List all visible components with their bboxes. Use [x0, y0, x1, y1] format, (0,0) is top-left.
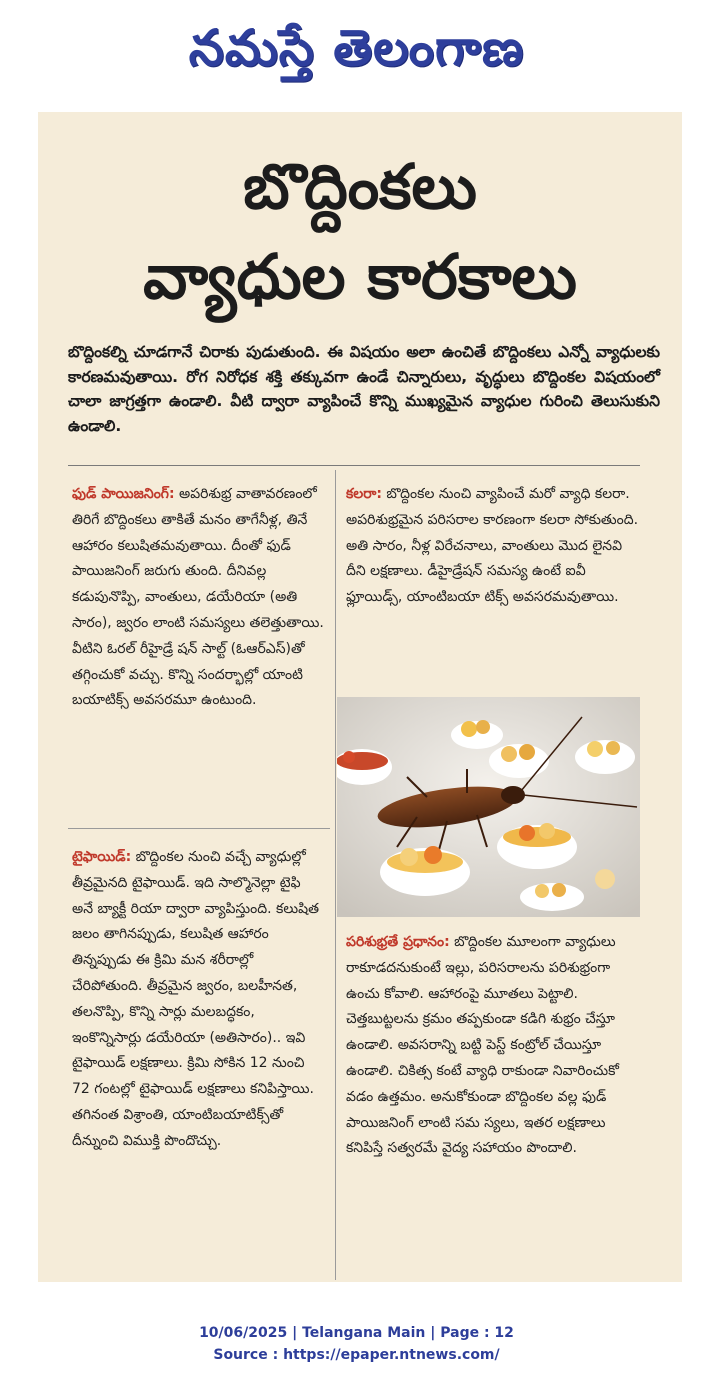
divider-left-column — [68, 828, 330, 829]
section-body: బొద్దింకల నుంచి వచ్చే వ్యాధుల్లో తీవ్రమైనది టైఫాయిడ్. ఇది సాల్మొనెల్లా టైఫి అనే బ్యాక్టీ రియా ద్వారా వ్యాపిస్తుంది. కలుషిత జలం తాగినప్పుడు, కలుషిత ఆహారం తిన్నప్పుడు ఈ క్రిమి మన శరీరాల్లో చేరిపోతుంది. తీవ్రమైన జ్వరం, బలహీనత, తలనొప్పి, కొన్ని సార్లు మలబద్ధకం, ఇంకొన్నిసార్లు డయేరియా (అతిసారం).. ఇవి టైఫాయిడ్ లక్షణాలు. క్రిమి సోకిన 12 నుంచి 72 గంటల్లో టైఫాయిడ్ లక్షణాలు కనిపిస్తాయి. తగినంత విశ్రాంతి, యాంటిబయాటిక్స్‌తో దీన్నుంచి విముక్తి పొందొచ్చు. — [72, 849, 319, 1149]
section-label: కలరా: — [346, 486, 382, 502]
section-label: ఫుడ్ పాయిజనింగ్: — [72, 486, 175, 502]
section-cholera — [346, 482, 646, 611]
section-typhoid — [72, 845, 324, 1155]
section-food-poisoning — [72, 482, 324, 714]
section-label: పరిశుభ్రతే ప్రధానం: — [346, 934, 450, 950]
footer-date-line: 10/06/2025 | Telangana Main | Page : 12 — [199, 1325, 514, 1341]
article — [38, 112, 682, 1282]
newspaper-logo: నమస్తే తెలంగాణ — [188, 19, 525, 77]
headline-line-2: వ్యాధుల కారకాలు — [143, 240, 577, 313]
footer-source-line: Source : https://epaper.ntnews.com/ — [213, 1347, 500, 1363]
divider-vertical — [335, 470, 336, 1280]
section-hygiene — [346, 930, 646, 1162]
intro-paragraph: బొద్దింకల్ని చూడగానే చిరాకు పుడుతుంది. ఈ విషయం అలా ఉంచితే బొద్దింకలు ఎన్నో వ్యాధులకు కారణమవుతాయి. రోగ నిరోధక శక్తి తక్కువగా ఉండే చిన్నారులు, వృద్ధులు బొద్దింకల విషయంలో చాలా జాగ్రత్తగా ఉండాలి. వీటి ద్వారా వ్యాపించే కొన్ని ముఖ్యమైన వ్యాధుల గురించి తెలుసుకుని ఉండాలి. — [68, 343, 660, 435]
section-body: బొద్దింకల నుంచి వ్యాపించే మరో వ్యాధి కలరా. అపరిశుభ్రమైన పరిసరాల కారణంగా కలరా సోకుతుంది. అతి సారం, నీళ్ల విరేచనాలు, వాంతులు మొద లైనవి దీని లక్షణాలు. డీహైడ్రేషన్ సమస్య ఉంటే ఐవీ ఫ్లూయిడ్స్, యాంటిబయా టిక్స్ అవసరమవుతాయి. — [346, 486, 639, 606]
section-body: బొద్దింకల మూలంగా వ్యాధులు రాకూడదనుకుంటే ఇల్లు, పరిసరాలను పరిశుభ్రంగా ఉంచు కోవాలి. ఆహారంపై మూతలు పెట్టాలి. చెత్తబుట్టలను క్రమం తప్పకుండా కడిగి శుభ్రం చేస్తూ ఉండాలి. అవసరాన్ని బట్టి పెస్ట్ కంట్రోల్ చేయిస్తూ ఉండాలి. చికిత్స కంటే వ్యాధి రాకుండా నివారించుకో వడం ఉత్తమం. అనుకోకుండా బొద్దింకల వల్ల ఫుడ్ పాయిజనింగ్ లాంటి సమ స్యలు, ఇతర లక్షణాలు కనిపిస్తే సత్వరమే వైద్య సహాయం పొందాలి. — [346, 934, 619, 1157]
section-body: అపరిశుభ్ర వాతావరణంలో తిరిగే బొద్దింకలు తాకితే మనం తాగేనీళ్ల, తినే ఆహారం కలుషితమవుతాయి. దీంతో ఫుడ్ పాయిజనింగ్ జరుగు తుంది. దీనివల్ల కడుపునొప్పి, వాంతులు, డయేరియా (అతి సారం), జ్వరం లాంటి సమస్యలు తలెత్తుతాయి. వీటిని ఓరల్ రీహైడ్రే షన్ సాల్ట్ (ఓఆర్ఎస్)తో తగ్గించుకో వచ్చు. కొన్ని సందర్భాల్లో యాంటి బయాటిక్స్ అవసరమూ ఉంటుంది. — [72, 486, 324, 709]
headline-line-1: బొద్దింకలు — [243, 150, 477, 223]
divider-horizontal — [68, 465, 640, 466]
headline — [38, 142, 682, 322]
section-label: టైఫాయిడ్: — [72, 849, 132, 865]
cockroach-on-food-photo — [337, 697, 640, 917]
masthead — [0, 0, 713, 100]
footer — [0, 1322, 713, 1366]
